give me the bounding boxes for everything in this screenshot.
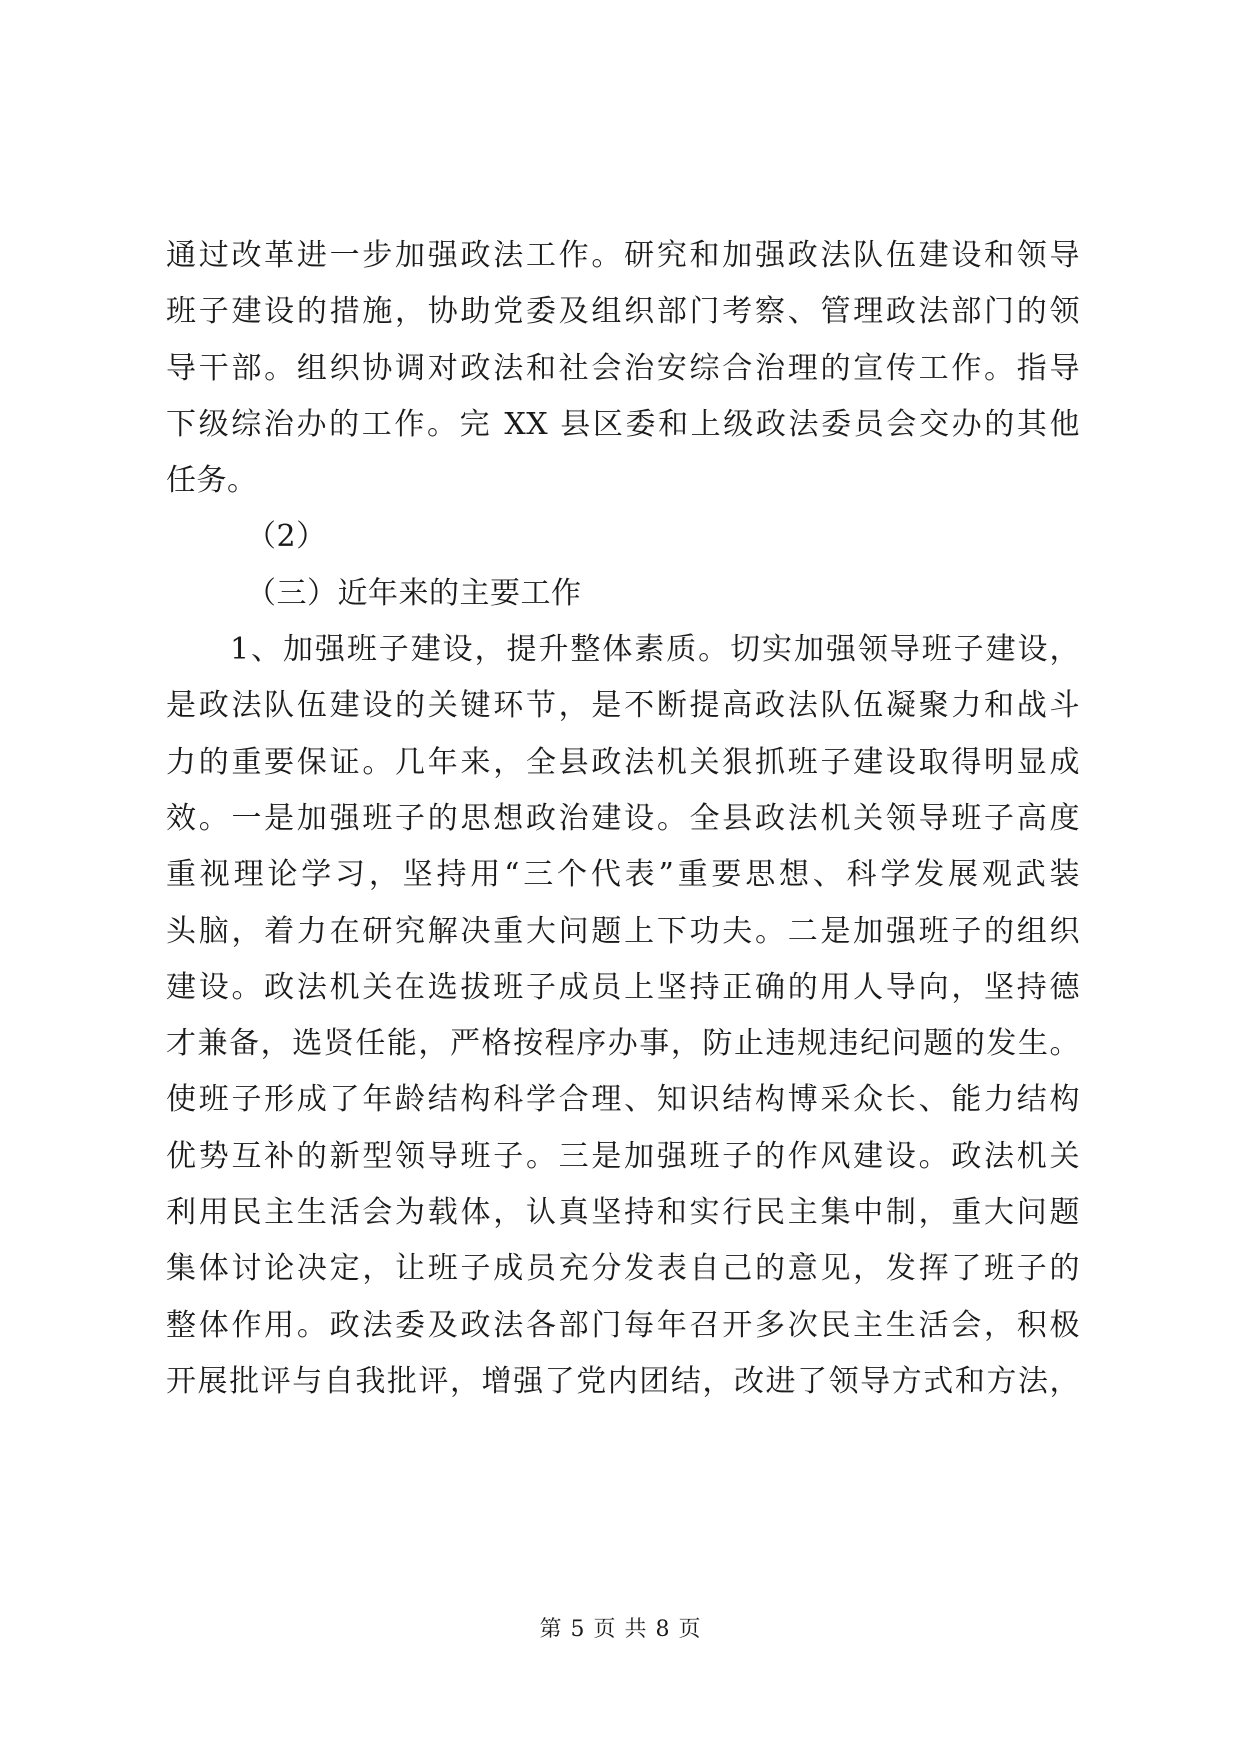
body-text [166, 228, 1080, 1410]
section-heading: （三）近年来的主要工作 [246, 575, 582, 611]
text-line: 整体作用。政法委及政法各部门每年召开多次民主生活会，积极 [166, 1307, 1080, 1343]
text-line: 是政法队伍建设的关键环节，是不断提高政法队伍凝聚力和战斗 [166, 688, 1080, 724]
text-line: 任务。 [166, 463, 258, 499]
text-line: 建设。政法机关在选拔班子成员上坚持正确的用人导向，坚持德 [166, 969, 1080, 1005]
page-number-footer: 第 5 页 共 8 页 [539, 1617, 702, 1642]
text-line: 才兼备，选贤任能，严格按程序办事，防止违规违纪问题的发生。 [166, 1026, 1080, 1062]
text-line: 力的重要保证。几年来，全县政法机关狠抓班子建设取得明显成 [166, 744, 1080, 780]
text-line: 效。一是加强班子的思想政治建设。全县政法机关领导班子高度 [166, 800, 1080, 836]
text-line: 重视理论学习，坚持用“三个代表”重要思想、科学发展观武装 [166, 857, 1080, 893]
text-line: 使班子形成了年龄结构科学合理、知识结构博采众长、能力结构 [166, 1082, 1080, 1118]
text-line: 班子建设的措施，协助党委及组织部门考察、管理政法部门的领 [166, 294, 1080, 330]
text-line: 下级综治办的工作。完 XX 县区委和上级政法委员会交办的其他 [166, 406, 1080, 442]
text-line: 开展批评与自我批评，增强了党内团结，改进了领导方式和方法， [166, 1363, 1080, 1399]
text-line: 集体讨论决定，让班子成员充分发表自己的意见，发挥了班子的 [166, 1251, 1080, 1287]
text-line: 优势互补的新型领导班子。三是加强班子的作风建设。政法机关 [166, 1138, 1080, 1174]
text-line: 利用民主生活会为载体，认真坚持和实行民主集中制，重大问题 [166, 1195, 1080, 1231]
text-line: 1、加强班子建设，提升整体素质。切实加强领导班子建设， [230, 632, 1080, 668]
text-line: 通过改革进一步加强政法工作。研究和加强政法队伍建设和领导 [166, 238, 1080, 273]
text-line: 头脑，着力在研究解决重大问题上下功夫。二是加强班子的组织 [166, 913, 1080, 949]
subheading-number: （2） [246, 519, 327, 555]
text-line: 导干部。组织协调对政法和社会治安综合治理的宣传工作。指导 [166, 350, 1080, 386]
